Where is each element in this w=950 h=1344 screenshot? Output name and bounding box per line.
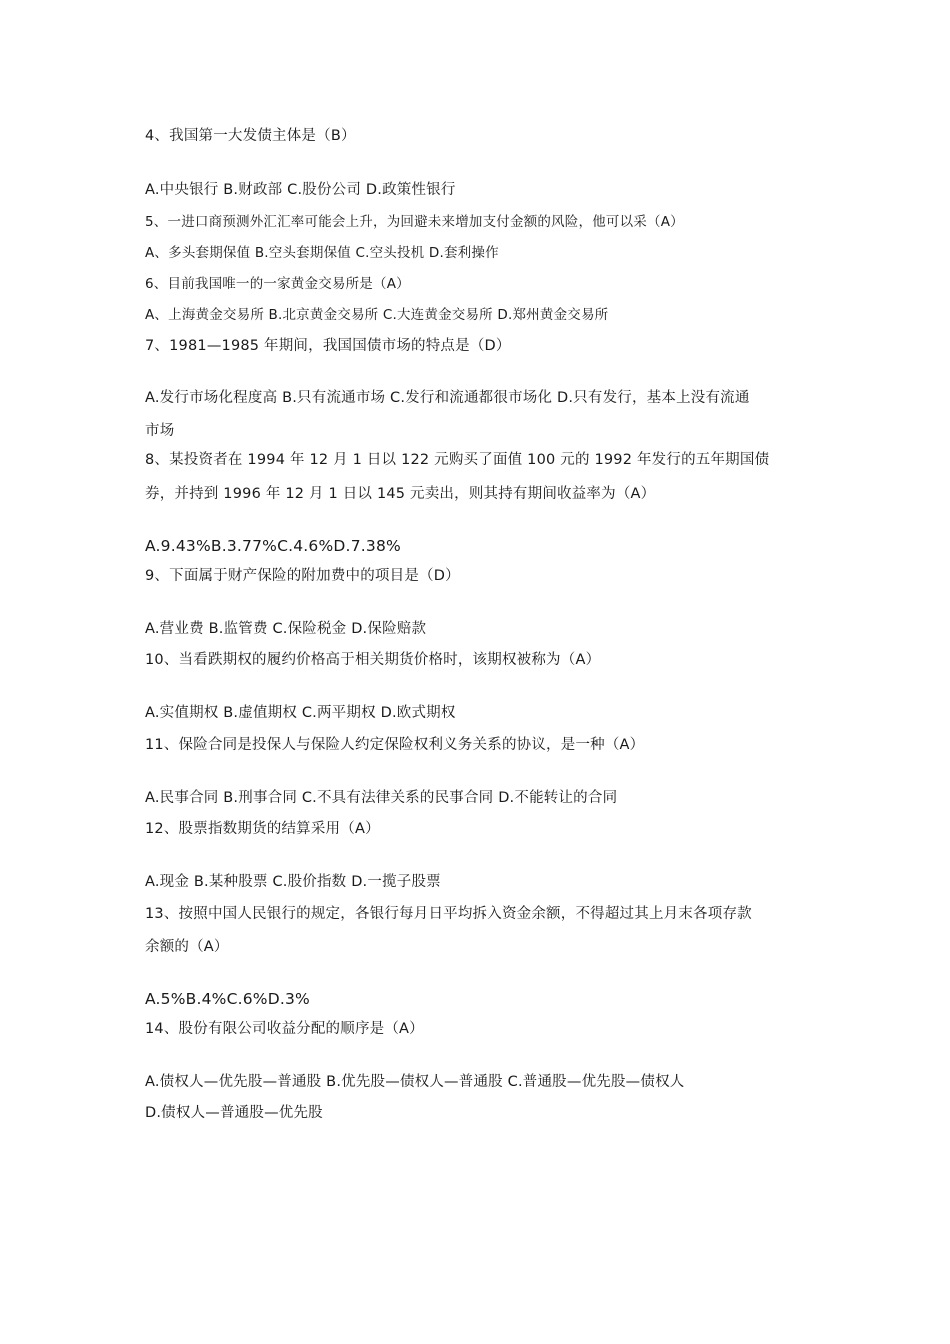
options-6: A、上海黄金交易所 B.北京黄金交易所 C.大连黄金交易所 D.郑州黄金交易所 [145,307,609,323]
question-10: 10、当看跌期权的履约价格高于相关期货价格时，该期权被称为（A） [145,652,601,668]
options-14: A.债权人—优先股—普通股 B.优先股—债权人—普通股 C.普通股—优先股—债权人 [145,1074,685,1090]
options-8: A.9.43%B.3.77%C.4.6%D.7.38% [145,537,401,555]
question-6: 6、目前我国唯一的一家黄金交易所是（A） [145,276,410,292]
options-12: A.现金 B.某种股票 C.股价指数 D.一揽子股票 [145,874,441,890]
options-9: A.营业费 B.监管费 C.保险税金 D.保险赔款 [145,621,427,637]
question-7: 7、1981—1985 年期间，我国国债市场的特点是（D） [145,338,511,354]
question-14: 14、股份有限公司收益分配的顺序是（A） [145,1021,424,1037]
question-9: 9、下面属于财产保险的附加费中的项目是（D） [145,568,460,584]
options-4: A.中央银行 B.财政部 C.股份公司 D.政策性银行 [145,182,456,198]
options-10: A.实值期权 B.虚值期权 C.两平期权 D.欧式期权 [145,705,456,721]
question-13: 13、按照中国人民银行的规定，各银行每月日平均拆入资金余额，不得超过其上月末各项存款 [145,906,752,922]
options-5: A、多头套期保值 B.空头套期保值 C.空头投机 D.套利操作 [145,245,499,261]
options-7-continued: 市场 [145,423,175,439]
options-14-continued: D.债权人—普通股—优先股 [145,1105,323,1121]
question-11: 11、保险合同是投保人与保险人约定保险权利义务关系的协议，是一种（A） [145,737,645,753]
options-11: A.民事合同 B.刑事合同 C.不具有法律关系的民事合同 D.不能转让的合同 [145,790,618,806]
question-13-continued: 余额的（A） [145,939,229,955]
question-4: 4、我国第一大发债主体是（B） [145,128,356,144]
question-5: 5、一进口商预测外汇汇率可能会上升，为回避未来增加支付金额的风险，他可以采（A） [145,214,684,230]
question-8-continued: 券，并持到 1996 年 12 月 1 日以 145 元卖出，则其持有期间收益率为（A） [145,486,656,502]
options-13: A.5%B.4%C.6%D.3% [145,990,310,1008]
question-12: 12、股票指数期货的结算采用（A） [145,821,380,837]
question-8: 8、某投资者在 1994 年 12 月 1 日以 122 元购买了面值 100 元的 1992 年发行的五年期国债 [145,452,770,468]
options-7: A.发行市场化程度高 B.只有流通市场 C.发行和流通都很市场化 D.只有发行，基本上没有流通 [145,390,750,406]
